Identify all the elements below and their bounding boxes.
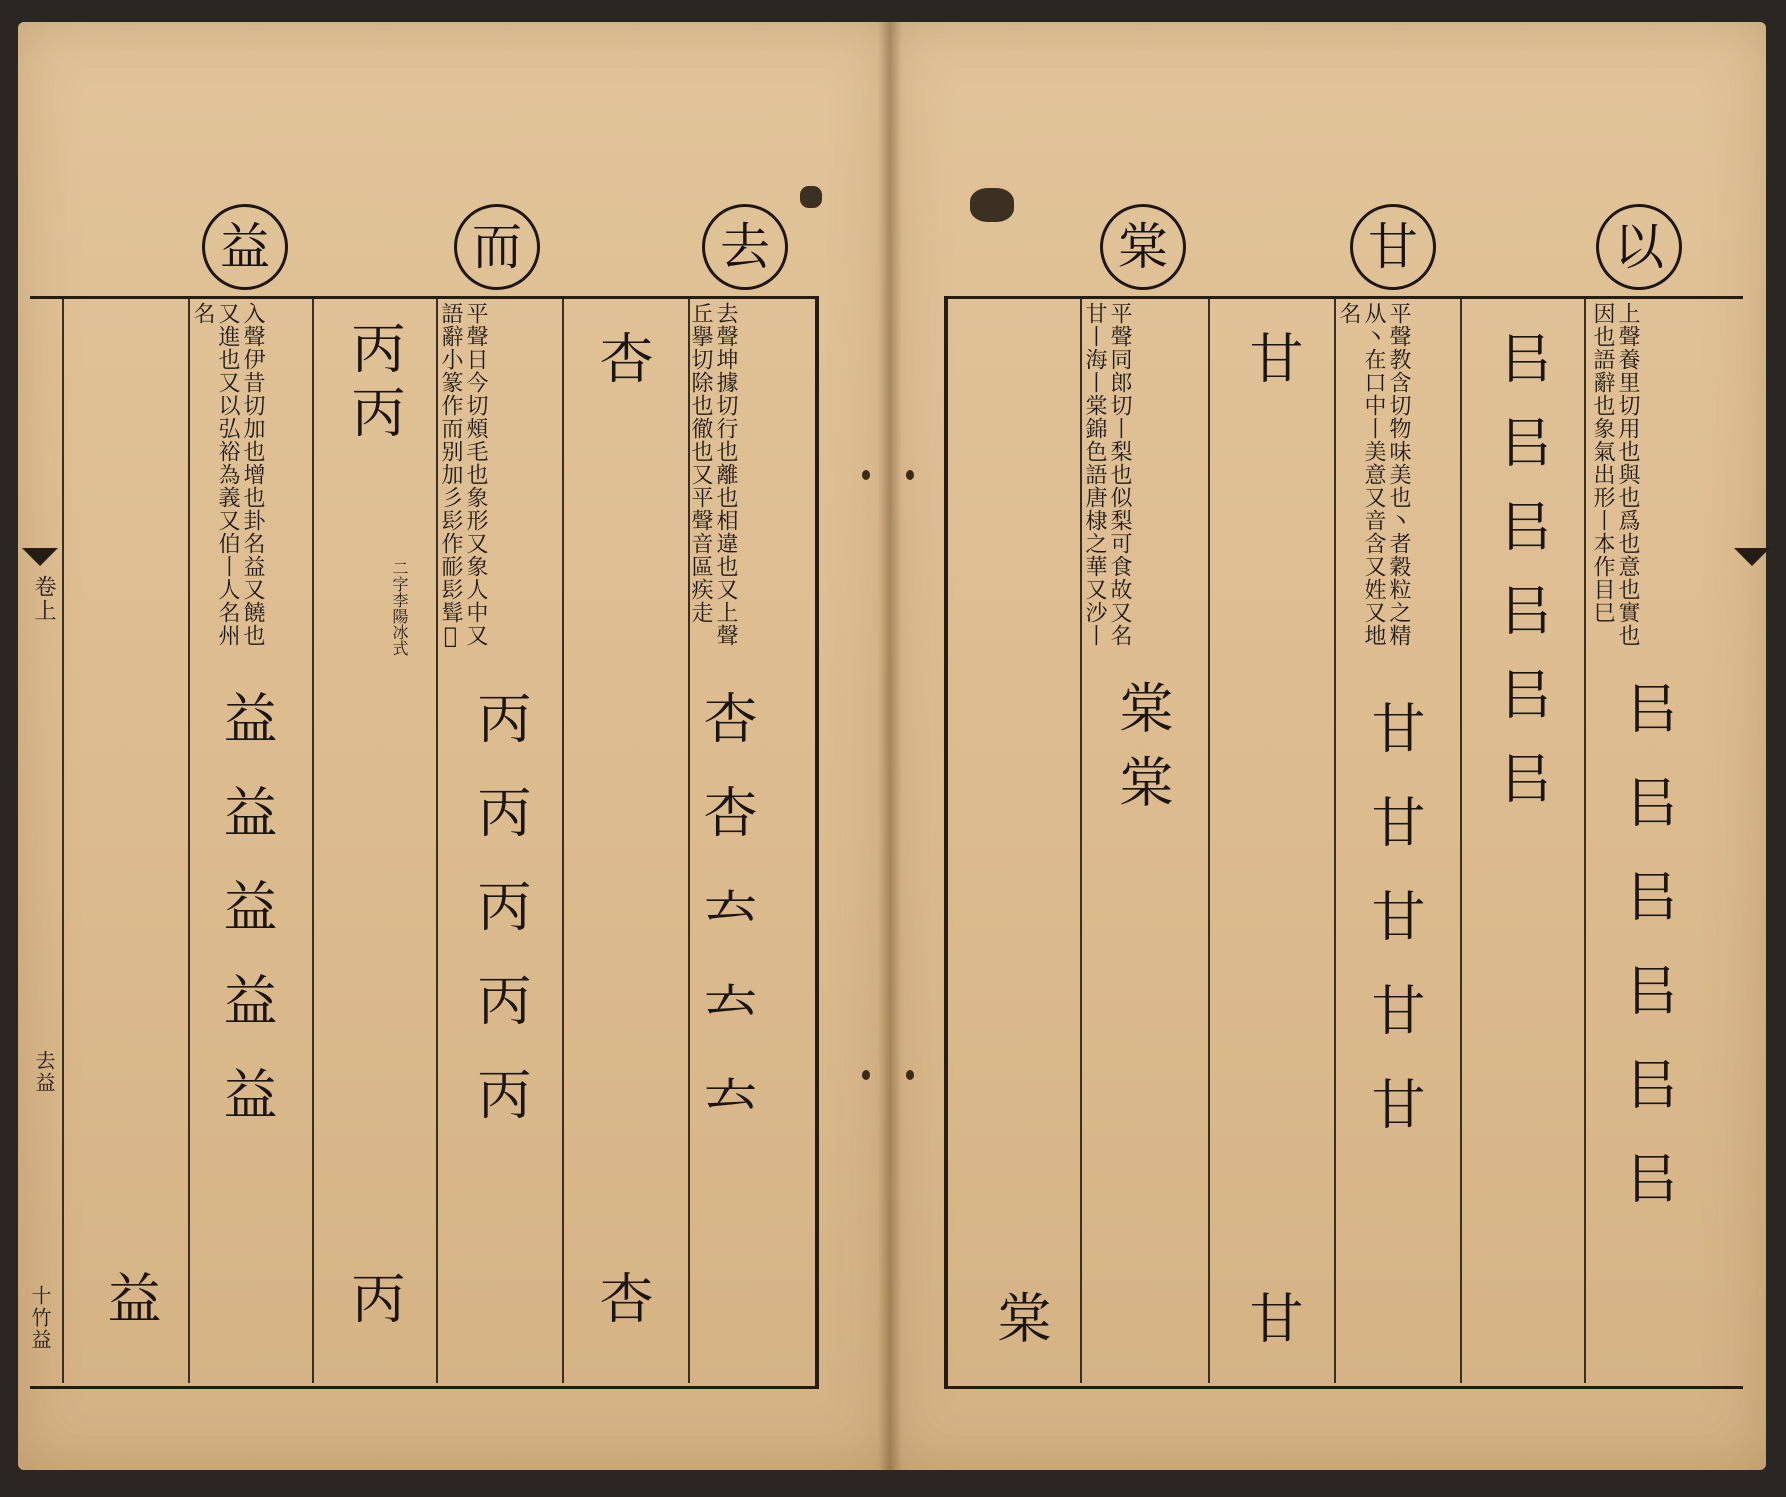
seal-script-column bbox=[214, 690, 278, 1160]
seal-script-column bbox=[98, 1270, 162, 1324]
ink-blot bbox=[970, 188, 1014, 222]
binding-hole bbox=[906, 1070, 914, 1080]
margin-mark: 去益 bbox=[32, 1050, 56, 1094]
seal-glyph: 㠯 bbox=[1491, 582, 1554, 666]
head-char-circle: 益 bbox=[202, 204, 288, 290]
seal-glyph: 㠯 bbox=[1491, 414, 1554, 498]
seal-script-column bbox=[1362, 700, 1426, 1170]
volume-label: 卷上 bbox=[31, 575, 56, 623]
seal-glyph: 甘 bbox=[1241, 1290, 1304, 1344]
seal-glyph: 丙 bbox=[469, 972, 532, 1066]
column-rule bbox=[1584, 299, 1586, 1383]
seal-glyph: 㠯 bbox=[1617, 680, 1680, 774]
seal-glyph: 丙 bbox=[343, 320, 406, 384]
seal-glyph: 𠫓 bbox=[695, 1066, 758, 1160]
seal-script-column bbox=[988, 1290, 1052, 1344]
seal-glyph: 甘 bbox=[1363, 982, 1426, 1076]
seal-glyph: 益 bbox=[215, 972, 278, 1066]
column-rule bbox=[312, 299, 314, 1383]
seal-script-column bbox=[342, 1270, 406, 1324]
seal-glyph: 㠯 bbox=[1491, 330, 1554, 414]
seal-glyph: 棠 bbox=[1111, 680, 1174, 754]
column-rule bbox=[1460, 299, 1462, 1383]
seal-script-column bbox=[590, 1270, 654, 1324]
column-rule bbox=[1208, 299, 1210, 1383]
head-char-circle: 棠 bbox=[1100, 204, 1186, 290]
column-rule bbox=[62, 299, 64, 1383]
seal-glyph: 丙 bbox=[469, 690, 532, 784]
head-char-circle: 去 bbox=[702, 204, 788, 290]
seal-glyph: 𠫓 bbox=[695, 878, 758, 972]
seal-glyph: 㠯 bbox=[1617, 868, 1680, 962]
seal-glyph: 杏 bbox=[591, 1270, 654, 1324]
seal-script-column bbox=[1616, 680, 1680, 1244]
definition-text: 平聲教含切物味美也丶者穀粒之精从丶在口中丨美意又音含又姓又地名 bbox=[1336, 302, 1411, 647]
seal-glyph: 甘 bbox=[1363, 888, 1426, 982]
fish-tail-mark bbox=[1734, 548, 1770, 566]
definition-text: 去聲坤據切行也離也相違也又上聲丘擧切除也徹也又平聲音區疾走 bbox=[688, 302, 738, 647]
ink-blot bbox=[800, 186, 822, 208]
definition-text: 入聲伊昔切加也增也卦名益又饒也又進也又以弘裕為義又伯丨人名州名 bbox=[190, 302, 265, 647]
seal-script-column bbox=[590, 330, 654, 384]
definition-text: 上聲養里切用也與也爲也意也實也因也語辭也象氣出形丨本作目巳 bbox=[1590, 302, 1640, 647]
seal-glyph: 丙 bbox=[469, 1066, 532, 1160]
seal-script-column bbox=[1240, 330, 1304, 384]
definition-text: 平聲同郎切丨梨也似梨可食故又名甘丨海丨棠錦色語唐棣之華又沙丨 bbox=[1082, 302, 1132, 647]
fish-tail-mark bbox=[22, 548, 58, 566]
seal-glyph: 丙 bbox=[469, 878, 532, 972]
seal-glyph: 丙 bbox=[343, 384, 406, 448]
seal-script-column bbox=[1110, 680, 1174, 828]
folio-label: 十竹益 bbox=[28, 1285, 52, 1351]
seal-glyph: 杏 bbox=[695, 690, 758, 784]
seal-glyph: 㠯 bbox=[1491, 666, 1554, 750]
seal-script-column bbox=[1240, 1290, 1304, 1344]
binding-hole bbox=[906, 470, 914, 480]
head-char-circle: 而 bbox=[454, 204, 540, 290]
seal-glyph: 㠯 bbox=[1491, 750, 1554, 834]
seal-glyph: 益 bbox=[215, 878, 278, 972]
seal-glyph: 㠯 bbox=[1491, 498, 1554, 582]
binding-hole bbox=[862, 1070, 870, 1080]
seal-glyph: 㠯 bbox=[1617, 962, 1680, 1056]
seal-glyph: 甘 bbox=[1363, 794, 1426, 888]
seal-glyph: 棠 bbox=[1111, 754, 1174, 828]
seal-script-column bbox=[694, 690, 758, 1160]
seal-glyph: 棠 bbox=[989, 1290, 1052, 1344]
seal-glyph: 益 bbox=[215, 690, 278, 784]
seal-glyph: 甘 bbox=[1363, 700, 1426, 794]
seal-glyph: 𠫓 bbox=[695, 972, 758, 1066]
seal-glyph: 丙 bbox=[469, 784, 532, 878]
seal-glyph: 益 bbox=[215, 1066, 278, 1160]
head-char-circle: 以 bbox=[1596, 204, 1682, 290]
seal-glyph: 甘 bbox=[1363, 1076, 1426, 1170]
column-rule bbox=[562, 299, 564, 1383]
binding-hole bbox=[862, 470, 870, 480]
seal-glyph: 㠯 bbox=[1617, 1056, 1680, 1150]
seal-glyph: 杏 bbox=[591, 330, 654, 384]
seal-glyph: 㠯 bbox=[1617, 1150, 1680, 1244]
head-char-circle: 甘 bbox=[1350, 204, 1436, 290]
seal-script-column bbox=[468, 690, 532, 1160]
seal-glyph: 杏 bbox=[695, 784, 758, 878]
seal-script-column bbox=[1490, 330, 1554, 834]
definition-text: 平聲日今切頰毛也象形又象人中又語辭小篆作而别加彡髟作耏髟髶𩬊 bbox=[438, 302, 488, 650]
seal-glyph: 㠯 bbox=[1617, 774, 1680, 868]
seal-glyph: 丙 bbox=[343, 1270, 406, 1324]
seal-glyph: 益 bbox=[99, 1270, 162, 1324]
seal-script-column bbox=[342, 320, 406, 448]
seal-glyph: 甘 bbox=[1241, 330, 1304, 384]
seal-glyph: 益 bbox=[215, 784, 278, 878]
annotation-note: 二字李陽冰式 bbox=[390, 560, 409, 656]
